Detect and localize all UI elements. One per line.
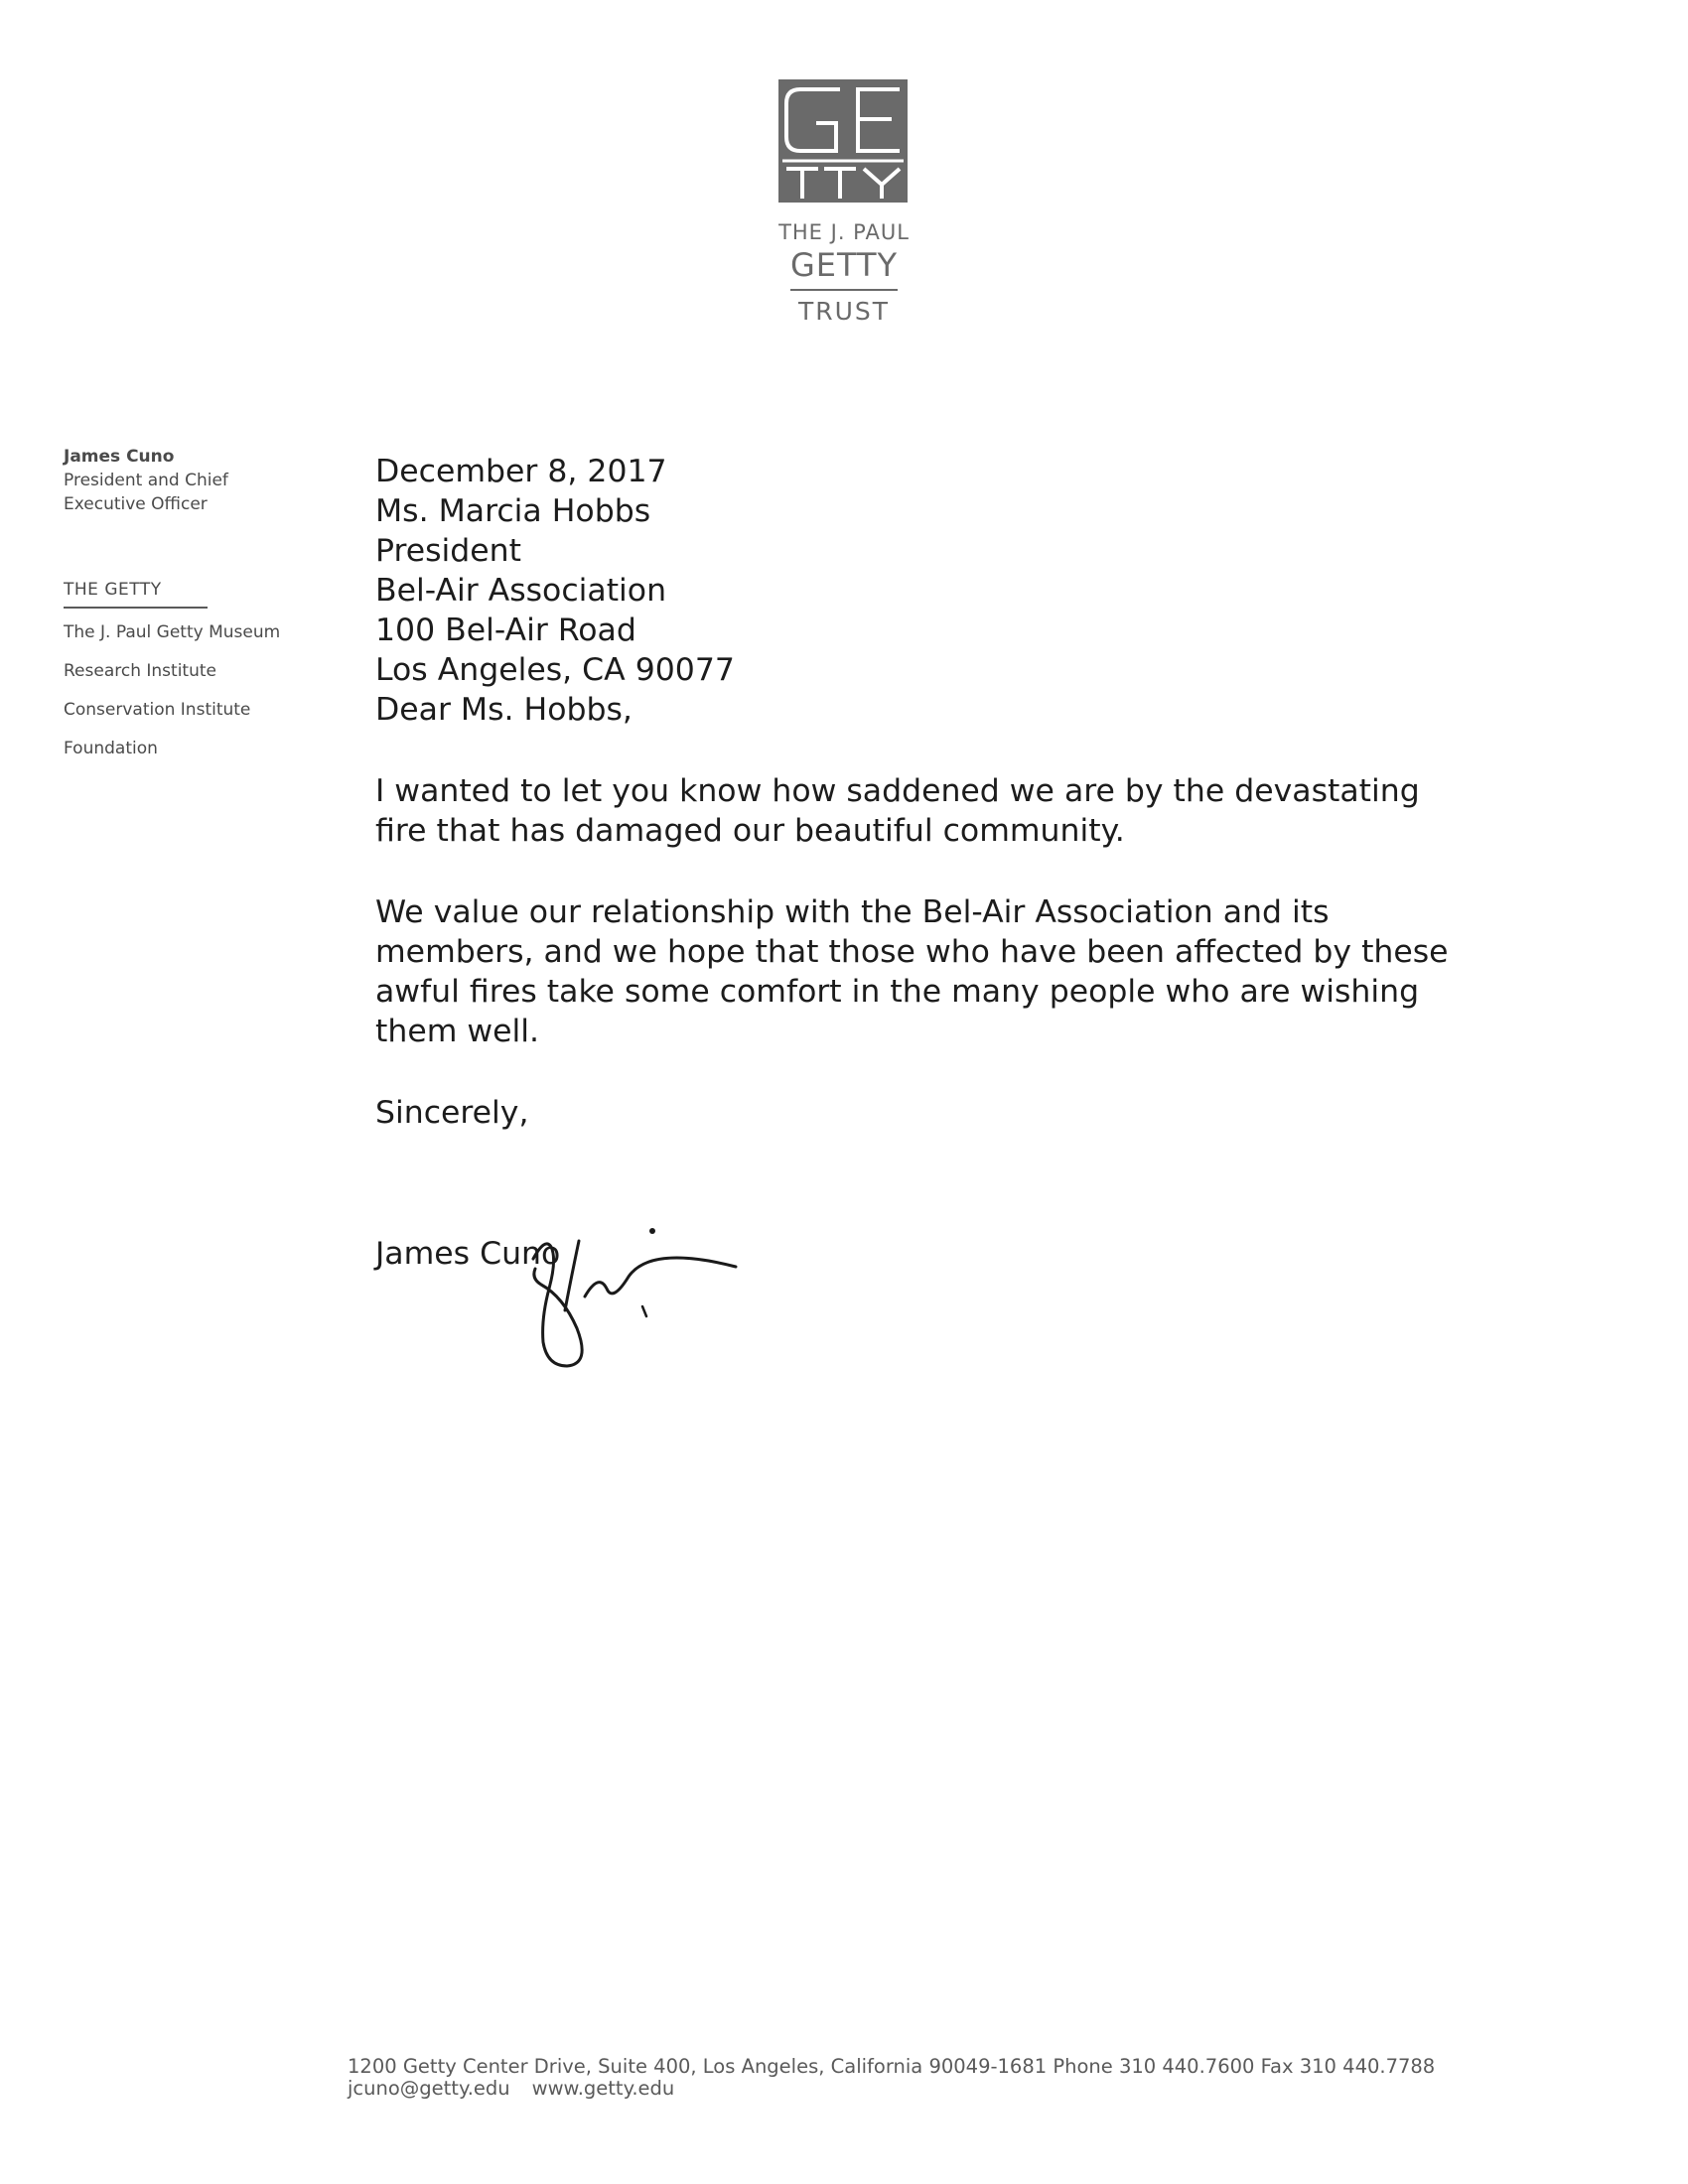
footer-address: 1200 Getty Center Drive, Suite 400, Los Angeles, California 90049-1681 xyxy=(348,2055,1048,2078)
footer-fax: Fax 310 440.7788 xyxy=(1260,2055,1436,2078)
sender-title-line2: Executive Officer xyxy=(64,494,208,514)
recipient-address xyxy=(375,491,1487,690)
recipient-street: 100 Bel-Air Road xyxy=(375,613,636,648)
body-paragraph-1: I wanted to let you know how saddened we are by the devastating fire that has damaged our beautiful community. xyxy=(375,773,1420,849)
handwritten-signature xyxy=(501,1219,760,1382)
recipient-organization: Bel-Air Association xyxy=(375,573,667,609)
body-paragraph-2: We value our relationship with the Bel-Air Association and its members, and we hope that those who have been affected by these awful fires take some comfort in the many people who are wishing them well. xyxy=(375,894,1449,1049)
letterhead-sidebar xyxy=(64,445,322,775)
signature-icon xyxy=(501,1219,760,1378)
org-item-research: Research Institute xyxy=(64,661,216,681)
footer-phone: Phone 310 440.7600 xyxy=(1053,2055,1255,2078)
org-title: THE GETTY xyxy=(64,580,162,600)
getty-logo-mark xyxy=(778,79,908,203)
footer-line2 xyxy=(348,2078,1638,2100)
salutation: Dear Ms. Hobbs, xyxy=(375,692,633,728)
signer-name: James Cuno xyxy=(375,1236,561,1272)
closing: Sincerely, xyxy=(375,1095,529,1131)
recipient-city: Los Angeles, CA 90077 xyxy=(375,652,735,688)
recipient-title: President xyxy=(375,533,521,569)
logo-line-getty: GETTY xyxy=(789,246,899,284)
logo-divider xyxy=(790,289,898,291)
letter-body xyxy=(375,452,1487,1274)
sender-name: James Cuno xyxy=(64,447,175,467)
letter-date: December 8, 2017 xyxy=(375,454,667,489)
sender-title-line1: President and Chief xyxy=(64,471,228,490)
footer-website: www.getty.edu xyxy=(531,2077,675,2100)
recipient-name: Ms. Marcia Hobbs xyxy=(375,493,651,529)
org-item-conservation: Conservation Institute xyxy=(64,700,251,720)
getty-monogram-icon xyxy=(778,79,908,203)
logo-line-trust: TRUST xyxy=(797,297,891,326)
org-item-foundation: Foundation xyxy=(64,739,158,758)
footer-email: jcuno@getty.edu xyxy=(348,2077,510,2100)
footer-line1 xyxy=(348,2056,1638,2078)
org-item-museum: The J. Paul Getty Museum xyxy=(64,622,281,642)
letterhead-footer xyxy=(348,2056,1638,2100)
logo-line-the-j-paul: THE J. PAUL xyxy=(778,220,910,244)
org-divider xyxy=(64,607,208,609)
trust-wordmark xyxy=(735,220,953,326)
